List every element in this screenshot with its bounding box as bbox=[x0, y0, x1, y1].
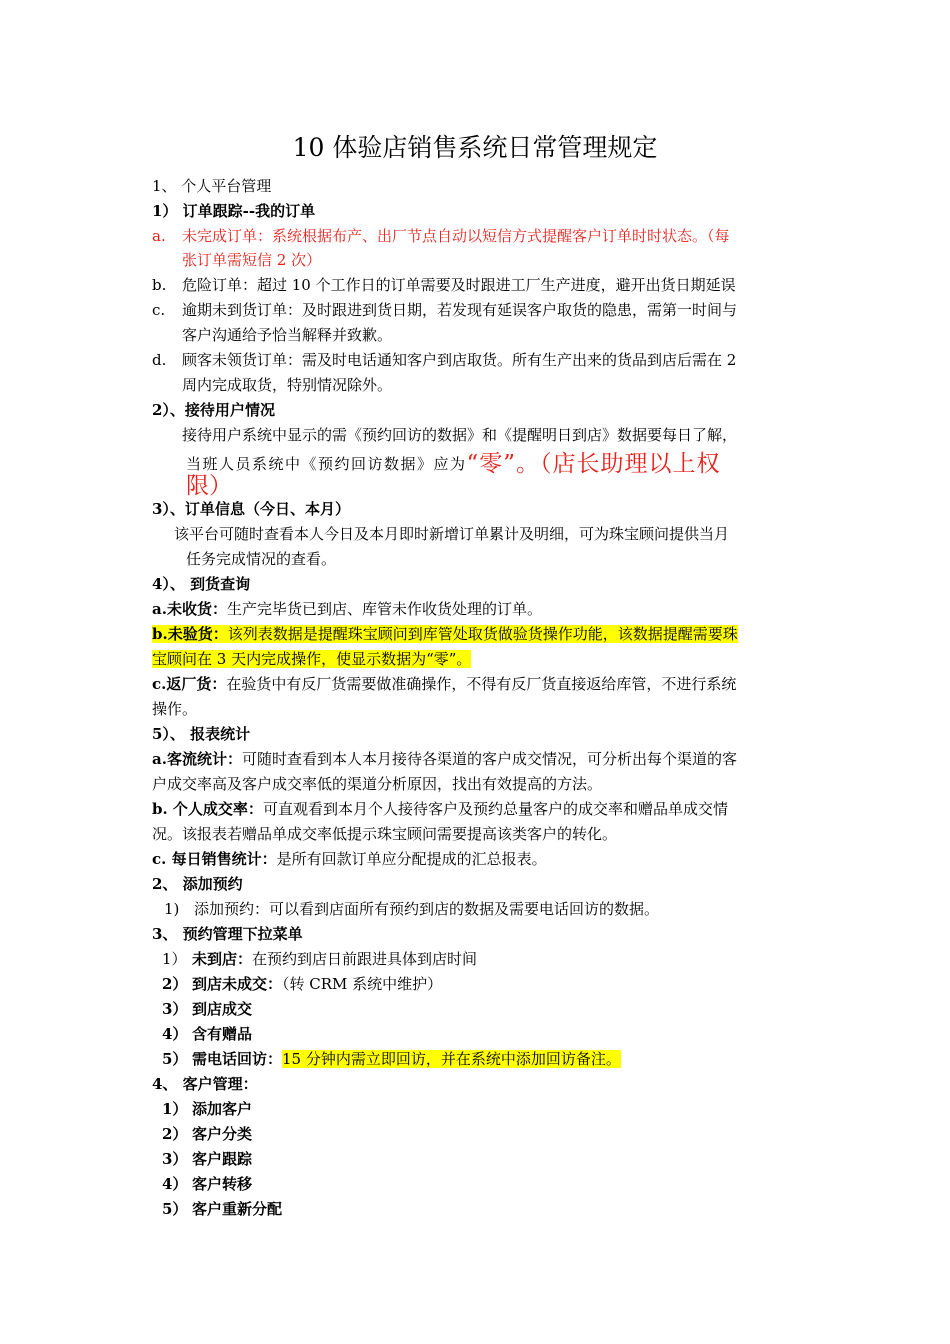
unreceived-text: 生产完毕货已到店、库管未作收货处理的订单。 bbox=[226, 600, 542, 618]
item-c-line1 bbox=[152, 300, 737, 320]
add-booking-item bbox=[164, 899, 659, 919]
booking-menu-item-5 bbox=[162, 1049, 621, 1069]
item-b-text: 危险订单：超过 10 个工作日的订单需要及时跟进工厂生产进度，避开出货日期延误 bbox=[182, 276, 736, 294]
uninspected-text1: 该列表数据是提醒珠宝顾问到库管处取货做验货操作功能，该数据提醒需要珠 bbox=[227, 625, 738, 643]
subsection-2-heading: 2）、接待用户情况 bbox=[152, 401, 275, 419]
returned-text1: 在验货中有反厂货需要做准确操作，不得有反厂货直接返给库管，不进行系统 bbox=[226, 675, 737, 693]
subsection-1-heading: 1） 订单跟踪--我的订单 bbox=[152, 202, 316, 220]
conversion-label: b. 个人成交率： bbox=[152, 800, 263, 818]
booking-menu-item-1 bbox=[162, 949, 477, 969]
customer-label-3: 客户跟踪 bbox=[192, 1150, 253, 1168]
subsection-2-line2 bbox=[186, 450, 721, 478]
uninspected-line1 bbox=[152, 624, 738, 644]
customer-item-1 bbox=[162, 1099, 252, 1119]
booking-menu-item-3 bbox=[162, 999, 252, 1019]
subsection-4-heading: 4）、 到货查询 bbox=[152, 575, 251, 593]
customer-label-2: 客户分类 bbox=[192, 1125, 253, 1143]
customer-label-5: 客户重新分配 bbox=[192, 1200, 283, 1218]
section-2-heading: 2、 添加预约 bbox=[152, 875, 243, 893]
item-d-line2: 周内完成取货，特别情况除外。 bbox=[182, 376, 393, 394]
booking-menu-label-5: 需电话回访： bbox=[192, 1050, 283, 1068]
section-1-heading: 1、 个人平台管理 bbox=[152, 177, 272, 195]
conversion-line2: 况。该报表若赠品单成交率低提示珠宝顾问需要提高该类客户的转化。 bbox=[152, 825, 618, 843]
traffic-stats-text1: 可随时查看到本人本月接待各渠道的客户成交情况，可分析出每个渠道的客 bbox=[241, 750, 737, 768]
booking-menu-item-4 bbox=[162, 1024, 252, 1044]
subsection-3-heading: 3）、订单信息（今日、本月） bbox=[152, 500, 350, 518]
booking-menu-marker-5: 5） bbox=[162, 1050, 188, 1068]
conversion-text1: 可直观看到本月个人接待客户及预约总量客户的成交率和赠品单成交情 bbox=[262, 800, 728, 818]
traffic-stats-label: a.客流统计： bbox=[152, 750, 242, 768]
booking-menu-text-1: 在预约到店日前跟进具体到店时间 bbox=[252, 950, 478, 968]
customer-marker-1: 1） bbox=[162, 1100, 188, 1118]
subsection-3-line1: 该平台可随时查看本人今日及本月即时新增订单累计及明细，可为珠宝顾问提供当月 bbox=[174, 525, 730, 543]
customer-marker-4: 4） bbox=[162, 1175, 188, 1193]
item-c-line2: 客户沟通给予恰当解释并致歉。 bbox=[182, 326, 393, 344]
unreceived-label: a.未收货： bbox=[152, 600, 227, 618]
customer-item-4 bbox=[162, 1174, 252, 1194]
uninspected-text2: 宝顾问在 3 天内完成操作，使显示数据为“零”。 bbox=[152, 650, 472, 668]
booking-menu-label-1: 未到店： bbox=[192, 950, 253, 968]
booking-menu-text-2: （转 CRM 系统中维护） bbox=[282, 975, 443, 993]
customer-item-2 bbox=[162, 1124, 252, 1144]
returned-line2: 操作。 bbox=[152, 700, 198, 718]
booking-menu-marker-2: 2） bbox=[162, 975, 188, 993]
customer-marker-5: 5） bbox=[162, 1200, 188, 1218]
booking-menu-marker-1: 1） bbox=[162, 950, 187, 968]
document-title: 10 体验店销售系统日常管理规定 bbox=[292, 133, 658, 162]
returned-label: c.返厂货： bbox=[152, 675, 227, 693]
booking-menu-label-4: 含有赠品 bbox=[192, 1025, 253, 1043]
section-3-heading: 3、 预约管理下拉菜单 bbox=[152, 925, 303, 943]
add-booking-marker: 1) bbox=[164, 900, 180, 918]
subsection-2-red-emphasis: “零”。（店长助理以上权 bbox=[466, 451, 721, 477]
section-4-heading: 4、 客户管理： bbox=[152, 1075, 258, 1093]
item-a-line1 bbox=[152, 226, 730, 246]
daily-sales-label: c. 每日销售统计： bbox=[152, 850, 277, 868]
conversion-line1 bbox=[152, 799, 728, 819]
uninspected-line2 bbox=[152, 649, 471, 669]
daily-sales-text: 是所有回款订单应分配提成的汇总报表。 bbox=[276, 850, 547, 868]
item-a-line2: 张订单需短信 2 次） bbox=[182, 251, 322, 269]
returned-line1 bbox=[152, 674, 736, 694]
item-b-marker: b. bbox=[152, 276, 167, 294]
unreceived-line bbox=[152, 599, 542, 619]
booking-menu-marker-4: 4） bbox=[162, 1025, 188, 1043]
customer-marker-3: 3） bbox=[162, 1150, 188, 1168]
item-d-text: 顾客未领货订单：需及时电话通知客户到店取货。所有生产出来的货品到店后需在 2 bbox=[182, 351, 737, 369]
add-booking-text: 添加预约：可以看到店面所有预约到店的数据及需要电话回访的数据。 bbox=[194, 900, 660, 918]
item-d-line1 bbox=[152, 350, 736, 370]
item-d-marker: d. bbox=[152, 351, 167, 369]
item-c-marker: c. bbox=[152, 301, 166, 319]
item-b-line1 bbox=[152, 275, 736, 295]
daily-sales-line bbox=[152, 849, 547, 869]
customer-item-3 bbox=[162, 1149, 252, 1169]
traffic-stats-line2: 户成交率高及客户成交率低的渠道分析原因，找出有效提高的方法。 bbox=[152, 775, 603, 793]
booking-menu-text-5: 15 分钟内需立即回访，并在系统中添加回访备注。 bbox=[282, 1050, 621, 1068]
subsection-2-line2-text: 当班人员系统中《预约回访数据》应为 bbox=[186, 455, 467, 473]
subsection-3-line2: 任务完成情况的查看。 bbox=[186, 550, 337, 568]
booking-menu-label-2: 到店未成交： bbox=[192, 975, 283, 993]
booking-menu-label-3: 到店成交 bbox=[192, 1000, 253, 1018]
item-c-text: 逾期未到货订单：及时跟进到货日期，若发现有延误客户取货的隐患，需第一时间与 bbox=[182, 301, 738, 319]
customer-label-1: 添加客户 bbox=[192, 1100, 253, 1118]
subsection-2-red-line3: 限） bbox=[186, 473, 232, 499]
traffic-stats-line1 bbox=[152, 749, 737, 769]
booking-menu-marker-3: 3） bbox=[162, 1000, 188, 1018]
uninspected-label: b.未验货： bbox=[152, 625, 228, 643]
subsection-2-line1: 接待用户系统中显示的需《预约回访的数据》和《提醒明日到店》数据要每日了解， bbox=[182, 426, 738, 444]
customer-item-5 bbox=[162, 1199, 282, 1219]
customer-label-4: 客户转移 bbox=[192, 1175, 253, 1193]
booking-menu-item-2 bbox=[162, 974, 442, 994]
item-a-text: 未完成订单：系统根据布产、出厂节点自动以短信方式提醒客户订单时时状态。（每 bbox=[182, 227, 730, 245]
customer-marker-2: 2） bbox=[162, 1125, 188, 1143]
item-a-marker: a. bbox=[152, 227, 166, 245]
subsection-5-heading: 5）、 报表统计 bbox=[152, 725, 251, 743]
